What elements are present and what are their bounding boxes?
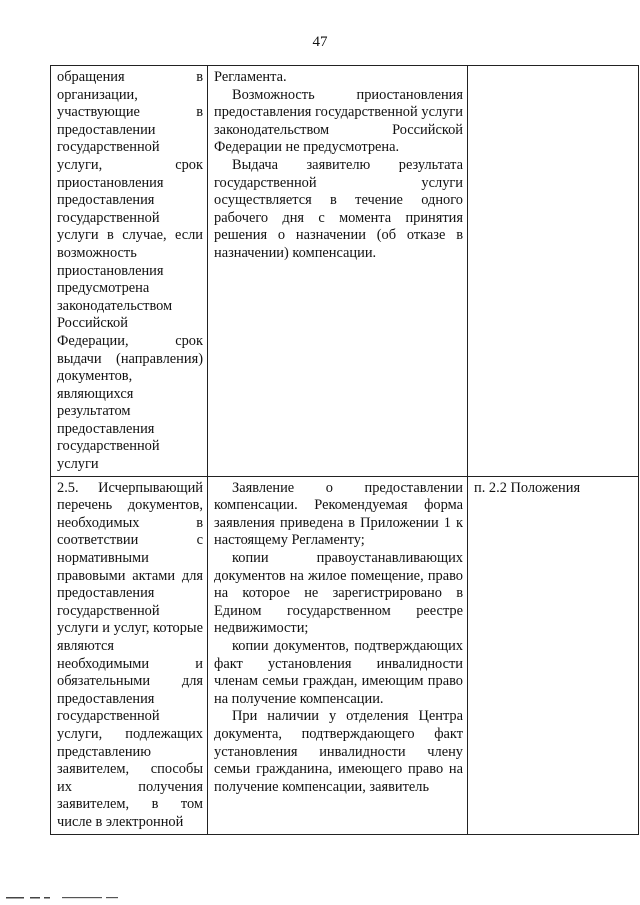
table-row [51,66,639,477]
page-number: 47 [312,34,328,50]
cell-paragraph: копии документов, подтверждающих факт установления инвалидности членам семьи граждан, имеющим право на получение компенсации. [214,638,463,707]
table-cell-requirement [51,476,208,834]
cell-paragraph: обращения в организации, участвующие в предоставлении государственной услуги, срок приостановления предоставления государственной услуги в случае, если возможность приостановления предусмотрена законодательством Российской Федерации, срок выдачи (направления) документов, являющихся результатом предоставления государственной услуги [57,69,203,473]
cell-paragraph: Выдача заявителю результата государственной услуги осуществляется в течение одного рабочего дня с момента принятия решения о назначении (об отказе в назначении) компенсации. [214,156,463,261]
cell-paragraph: копии правоустанавливающих документов на жилое помещение, право на которое не зарегистрировано в Едином государственном реестре недвижимости; [214,550,463,637]
cell-paragraph: Заявление о предоставлении компенсации. Рекомендуемая форма заявления приведена в Приложении 1 к настоящему Регламенту; [214,479,463,549]
cell-paragraph: 2.5. Исчерпывающий перечень документов, необходимых в соответствии с нормативными правовыми актами для предоставления государственной услуги и услуг, которые являются необходимыми и обязательными для предоставления государственной услуги, подлежащих представлению заявителем, способы их получения заявителем, в том числе в электронной [57,479,203,830]
cell-paragraph: При наличии у отделения Центра документа, подтверждающего факт установления инвалидности члену семьи гражданина, имеющего право на получение компенсации, заявитель [214,708,463,795]
cell-paragraph: Возможность приостановления предоставления государственной услуги законодательством Российской Федерации не предусмотрена. [214,86,463,156]
scan-noise-marks [0,894,640,902]
table-cell-reference: п. 2.2 Положения [468,476,639,834]
table-cell-requirement [51,66,208,477]
regulation-table [50,65,639,835]
cell-paragraph: Регламента. [214,69,287,85]
table-cell-content [208,476,468,834]
table-cell-content [208,66,468,477]
table-row [51,476,639,834]
table-cell-reference [468,66,639,477]
